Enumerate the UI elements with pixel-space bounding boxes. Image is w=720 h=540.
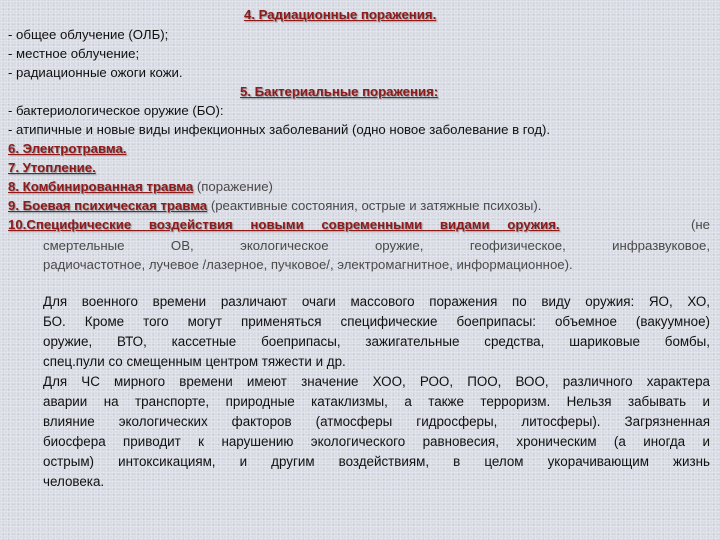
- paragraph-2-line-5: острым) интоксикациям, и другим воздействиям, в целом укорачивающим жизнь: [43, 454, 710, 469]
- section-8-note: (поражение): [193, 179, 273, 194]
- section-5-item-1: - бактериологическое оружие (БО):: [8, 103, 224, 118]
- section-9-line: [8, 197, 541, 214]
- paragraph-1-line-3: оружие, ВТО, кассетные боеприпасы, зажигательные средства, шариковые бомбы,: [43, 334, 710, 349]
- section-4-item-3: - радиационные ожоги кожи.: [8, 65, 183, 80]
- paragraph-1-line-4: спец.пули со смещенным центром тяжести и др.: [43, 354, 346, 369]
- section-4-item-1: - общее облучение (ОЛБ);: [8, 27, 169, 42]
- section-6-heading: 6. Электротравма.: [8, 141, 127, 156]
- section-5-heading: 5. Бактериальные поражения:: [240, 84, 439, 99]
- section-10-line-2: смертельные ОВ, экологическое оружие, геофизическое, инфразвуковое,: [43, 238, 710, 253]
- section-10-line-3: радиочастотное, лучевое /лазерное, пучковое/, электромагнитное, информационное).: [43, 257, 573, 272]
- section-10-line-1: [8, 216, 710, 233]
- section-5-item-2: - атипичные и новые виды инфекционных заболеваний (одно новое заболевание в год).: [8, 122, 551, 137]
- paragraph-1-line-2: БО. Кроме того могут применяться специфические боеприпасы: объемное (вакуумное): [43, 314, 710, 329]
- section-8-heading: 8. Комбинированная травма: [8, 179, 194, 194]
- paragraph-2-line-2: аварии на транспорте, природные катаклизмы, а также терроризм. Нельзя забывать и: [43, 394, 710, 409]
- section-8-line: [8, 178, 273, 195]
- section-10-heading: 10.Специфические воздействия новыми современными видами оружия.: [8, 217, 560, 232]
- paragraph-2-line-6: человека.: [43, 474, 105, 489]
- section-7-heading: 7. Утопление.: [8, 160, 96, 175]
- paragraph-2-line-4: биосфера приводит к нарушению экологического равновесия, хроническим (а иногда и: [43, 434, 710, 449]
- paragraph-1-line-1: Для военного времени различают очаги массового поражения по виду оружия: ЯО, ХО,: [43, 294, 710, 309]
- paragraph-2-line-1: Для ЧС мирного времени имеют значение ХОО, РОО, ПОО, ВОО, различного характера: [43, 374, 710, 389]
- paragraph-2-line-3: влияние экологических факторов (атмосферы гидросферы, литосферы). Загрязненная: [43, 414, 710, 429]
- section-9-note: (реактивные состояния, острые и затяжные психозы).: [207, 198, 542, 213]
- section-4-item-2: - местное облучение;: [8, 46, 140, 61]
- section-9-heading: 9. Боевая психическая травма: [8, 198, 208, 213]
- section-10-note: (не: [690, 217, 710, 232]
- section-4-heading: 4. Радиационные поражения.: [244, 7, 437, 22]
